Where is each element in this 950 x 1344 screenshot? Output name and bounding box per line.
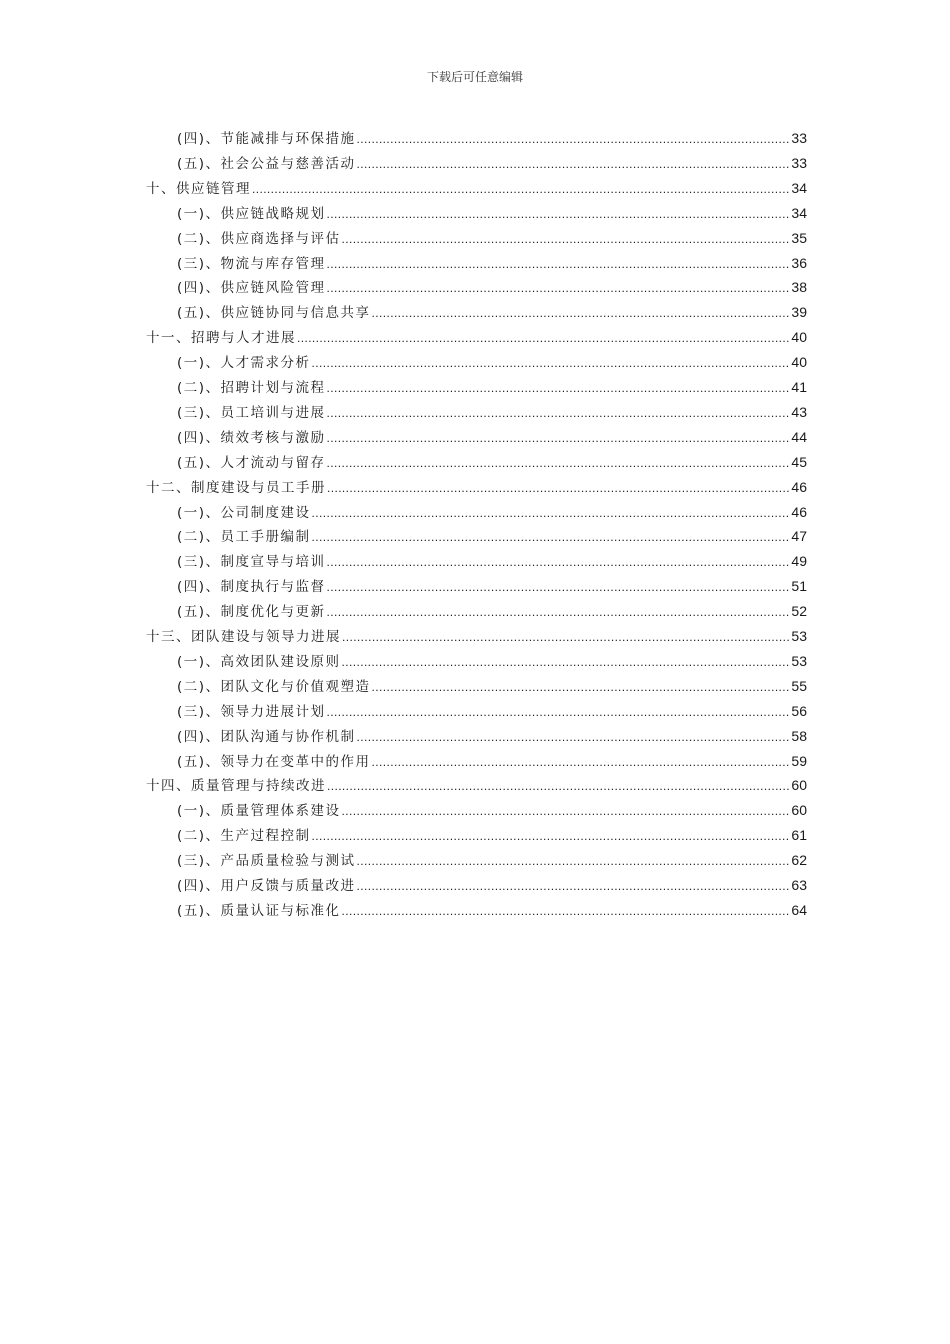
toc-dot-leader (342, 625, 790, 649)
toc-page-number: 40 (791, 329, 807, 346)
toc-section-entry[interactable] (177, 699, 807, 723)
toc-dot-leader (327, 202, 791, 226)
toc-dot-leader (327, 600, 791, 624)
toc-page-number: 40 (791, 354, 807, 371)
toc-section-entry[interactable] (177, 151, 807, 175)
toc-dot-leader (357, 127, 791, 151)
toc-section-entry[interactable] (177, 848, 807, 872)
toc-entry-title: 十一、招聘与人才进展 (146, 330, 296, 347)
toc-section-entry[interactable] (177, 674, 807, 698)
toc-section-entry[interactable] (177, 425, 807, 449)
toc-entry-title: (五)、制度优化与更新 (177, 604, 326, 621)
toc-entry-title: (四)、制度执行与监督 (177, 579, 326, 596)
toc-entry-title: 十、供应链管理 (146, 180, 251, 197)
toc-entry-title: (二)、招聘计划与流程 (177, 380, 326, 396)
toc-dot-leader (252, 177, 790, 201)
toc-section-entry[interactable] (177, 450, 807, 474)
toc-entry-title: (二)、供应商选择与评估 (177, 230, 341, 247)
toc-dot-leader (342, 899, 791, 923)
toc-entry-title: (三)、物流与库存管理 (177, 255, 326, 272)
toc-section-entry[interactable] (177, 400, 807, 424)
toc-section-entry[interactable] (177, 749, 807, 773)
toc-entry-title: (五)、质量认证与标准化 (177, 902, 341, 919)
toc-dot-leader (372, 750, 791, 774)
toc-dot-leader (342, 799, 791, 823)
toc-chapter-entry[interactable] (146, 624, 807, 648)
toc-page-number: 62 (791, 852, 807, 869)
toc-section-entry[interactable] (177, 500, 807, 524)
toc-page-number: 53 (791, 628, 807, 644)
toc-section-entry[interactable] (177, 251, 807, 275)
toc-page-number: 49 (791, 553, 807, 570)
toc-entry-title: (一)、质量管理体系建设 (177, 803, 341, 820)
toc-entry-title: (四)、团队沟通与协作机制 (177, 728, 356, 745)
toc-page-number: 56 (791, 702, 807, 719)
toc-dot-leader (327, 575, 791, 599)
toc-dot-leader (327, 252, 791, 276)
toc-dot-leader (312, 351, 791, 375)
toc-page-number: 38 (791, 279, 807, 296)
toc-entry-title: (三)、产品质量检验与测试 (177, 853, 356, 870)
toc-entry-title: (一)、公司制度建设 (177, 504, 311, 521)
toc-dot-leader (327, 451, 791, 475)
toc-dot-leader (297, 326, 790, 350)
toc-section-entry[interactable] (177, 649, 807, 673)
toc-section-entry[interactable] (177, 201, 807, 225)
toc-dot-leader (357, 849, 791, 873)
toc-dot-leader (312, 824, 791, 848)
toc-chapter-entry[interactable] (146, 773, 807, 797)
toc-dot-leader (357, 725, 791, 749)
toc-page-number: 46 (791, 503, 807, 520)
toc-entry-title: (三)、员工培训与进展 (177, 404, 326, 421)
toc-section-entry[interactable] (177, 599, 807, 623)
toc-entry-title: 十四、质量管理与持续改进 (146, 778, 326, 795)
toc-section-entry[interactable] (177, 823, 807, 847)
toc-dot-leader (327, 476, 790, 500)
toc-entry-title: (一)、人才需求分析 (177, 355, 311, 372)
toc-entry-title: (五)、人才流动与留存 (177, 454, 326, 471)
toc-page-number: 59 (791, 752, 807, 769)
toc-entry-title: (二)、生产过程控制 (177, 828, 311, 845)
toc-page-number: 36 (791, 254, 807, 271)
toc-entry-title: (二)、团队文化与价值观塑造 (177, 678, 371, 695)
toc-page-number: 53 (791, 652, 807, 669)
toc-page-number: 45 (791, 453, 807, 470)
toc-entry-title: (三)、制度宣导与培训 (177, 554, 326, 571)
toc-page-number: 52 (791, 603, 807, 620)
toc-dot-leader (312, 525, 791, 549)
toc-section-entry[interactable] (177, 300, 807, 324)
toc-page-number: 46 (791, 478, 807, 495)
toc-chapter-entry[interactable] (146, 325, 807, 349)
toc-page-number: 61 (791, 827, 807, 844)
toc-entry-title: (四)、节能减排与环保措施 (177, 131, 356, 147)
toc-page-number: 63 (791, 877, 807, 893)
toc-dot-leader (342, 650, 791, 674)
toc-page-number: 58 (791, 727, 807, 744)
toc-entry-title: (四)、供应链风险管理 (177, 280, 326, 297)
toc-dot-leader (327, 376, 791, 400)
toc-page-number: 34 (791, 179, 807, 196)
toc-entry-title: 十三、团队建设与领导力进展 (146, 629, 341, 645)
toc-page-number: 44 (791, 428, 807, 445)
toc-section-entry[interactable] (177, 226, 807, 250)
toc-section-entry[interactable] (177, 798, 807, 822)
toc-page-number: 60 (791, 777, 807, 794)
toc-entry-title: 十二、制度建设与员工手册 (146, 479, 326, 496)
toc-page-number: 41 (791, 379, 807, 395)
toc-section-entry[interactable] (177, 126, 807, 150)
toc-dot-leader (372, 301, 791, 325)
toc-page-number: 39 (791, 304, 807, 321)
toc-page-number: 64 (791, 901, 807, 918)
toc-page-number: 33 (791, 130, 807, 146)
toc-page-number: 51 (791, 578, 807, 595)
toc-page-number: 43 (791, 403, 807, 420)
toc-page-number: 60 (791, 802, 807, 819)
toc-entry-title: (四)、用户反馈与质量改进 (177, 878, 356, 894)
toc-dot-leader (312, 501, 791, 525)
toc-entry-title: (五)、供应链协同与信息共享 (177, 305, 371, 322)
toc-dot-leader (327, 774, 790, 798)
toc-section-entry[interactable] (177, 549, 807, 573)
toc-entry-title: (二)、员工手册编制 (177, 529, 311, 546)
toc-entry-title: (一)、高效团队建设原则 (177, 653, 341, 670)
toc-dot-leader (372, 675, 791, 699)
toc-entry-title: (三)、领导力进展计划 (177, 703, 326, 720)
page-header: 下载后可任意编辑 (426, 70, 523, 84)
toc-section-entry[interactable] (177, 524, 807, 548)
toc-dot-leader (327, 550, 791, 574)
toc-dot-leader (357, 152, 791, 176)
toc-dot-leader (327, 276, 791, 300)
toc-entry-title: (五)、领导力在变革中的作用 (177, 753, 371, 770)
toc-page-number: 55 (791, 677, 807, 694)
toc-section-entry[interactable] (177, 724, 807, 748)
toc-section-entry[interactable] (177, 898, 807, 922)
toc-chapter-entry[interactable] (146, 176, 807, 200)
toc-section-entry[interactable] (177, 350, 807, 374)
toc-section-entry[interactable] (177, 275, 807, 299)
toc-entry-title: (五)、社会公益与慈善活动 (177, 155, 356, 172)
toc-entry-title: (一)、供应链战略规划 (177, 205, 326, 222)
toc-dot-leader (327, 700, 791, 724)
toc-page-number: 47 (791, 528, 807, 545)
toc-chapter-entry[interactable] (146, 475, 807, 499)
toc-section-entry[interactable] (177, 873, 807, 897)
toc-dot-leader (357, 874, 791, 898)
toc-section-entry[interactable] (177, 375, 807, 399)
toc-dot-leader (327, 401, 791, 425)
toc-dot-leader (342, 227, 791, 251)
toc-page-number: 33 (791, 154, 807, 171)
toc-dot-leader (327, 426, 791, 450)
toc-page-number: 35 (791, 229, 807, 246)
toc-page-number: 34 (791, 204, 807, 221)
toc-entry-title: (四)、绩效考核与激励 (177, 429, 326, 446)
toc-section-entry[interactable] (177, 574, 807, 598)
